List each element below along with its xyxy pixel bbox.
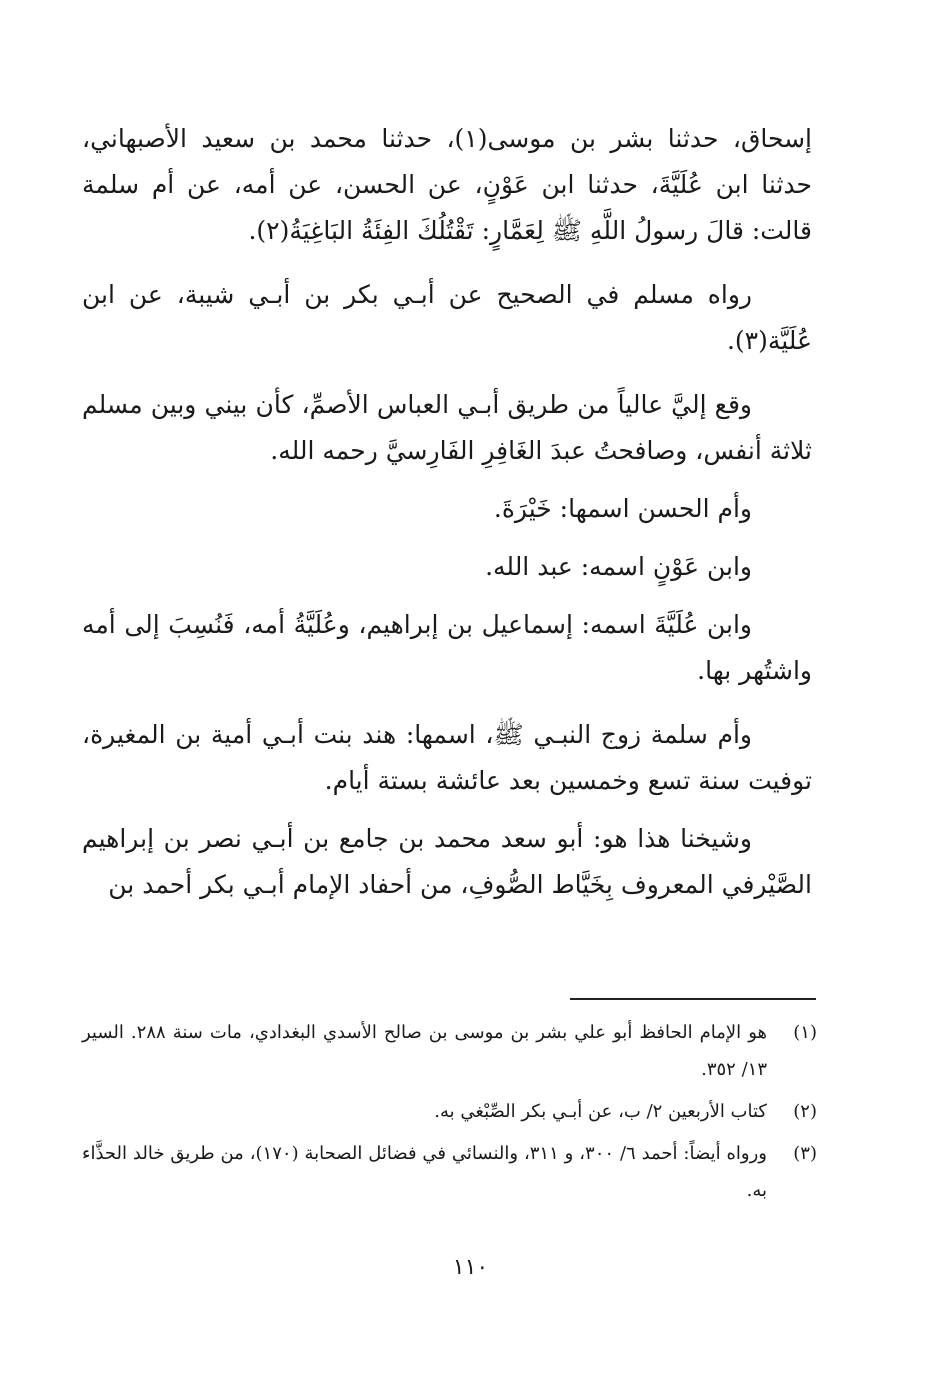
footnote-text: كتاب الأربعين ٢/ ب، عن أبـي بكر الصِّبْغي به. [434,1101,767,1122]
footnote-2 [82,1093,817,1130]
page-number: ١١٠ [452,1255,489,1280]
footnote-3 [82,1135,817,1209]
footnote-number: (٣) [793,1143,817,1164]
footnote-separator [570,998,816,1000]
main-text [82,116,812,908]
paragraph-ibn-awn: وابن عَوْنٍ اسمه: عبد الله. [485,552,752,581]
footnote-number: (١) [793,1022,817,1043]
paragraph-muslim-source: رواه مسلم في الصحيح عن أبـي بكر بن أبـي شيبة، عن ابن عُلَيَّة(٣). [82,280,812,355]
footnote-text: ورواه أيضاً: أحمد ٦/ ٣٠٠، و ٣١١، والنسائي في فضائل الصحابة (١٧٠)، من طريق خالد الحذَّاء به. [82,1143,767,1201]
footnote-text: هو الإمام الحافظ أبو علي بشر بن موسى بن صالح الأسدي البغدادي، مات سنة ٢٨٨. السير ١٣/ ٣٥٢. [82,1022,767,1080]
paragraph-high-chain: وقع إليَّ عالياً من طريق أبـي العباس الأصمِّ، كأن بيني وبين مسلم ثلاثة أنفس، وصافحتُ عبدَ الغَافِرِ الفَارِسيَّ رحمه الله. [82,390,812,465]
paragraph-shaykh: وشيخنا هذا هو: أبو سعد محمد بن جامع بن أبـي نصر بن إبراهيم الصَّيْرفي المعروف بِخَيَّاط الصُّوفِ، من أحفاد الإمام أبـي بكر أحمد بن [82,824,812,899]
paragraph-umm-al-hasan: وأم الحسن اسمها: خَيْرَةَ. [493,494,752,523]
paragraph-isnad: إسحاق، حدثنا بشر بن موسى(١)، حدثنا محمد بن سعيد الأصبهاني، حدثنا ابن عُلَيَّةَ، حدثنا ابن عَوْنٍ، عن الحسن، عن أمه، عن أم سلمة قالت: قالَ رسولُ اللَّهِ ﷺ لِعَمَّارٍ: تَقْتُلُكَ الفِئَةُ البَاغِيَةُ(٢). [82,124,812,245]
paragraph-umm-salama: وأم سلمة زوج النبـي ﷺ، اسمها: هند بنت أبـي أمية بن المغيرة، توفيت سنة تسع وخمسين بعد عائشة بستة أيام. [82,720,812,795]
paragraph-ibn-ulayya: وابن عُلَيَّةَ اسمه: إسماعيل بن إبراهيم، وعُلَيَّةُ أمه، فَنُسِبَ إلى أمه واشتُهر بها. [82,610,812,685]
footnotes [82,1014,817,1214]
footnote-number: (٢) [793,1101,817,1122]
footnote-1 [82,1014,817,1088]
